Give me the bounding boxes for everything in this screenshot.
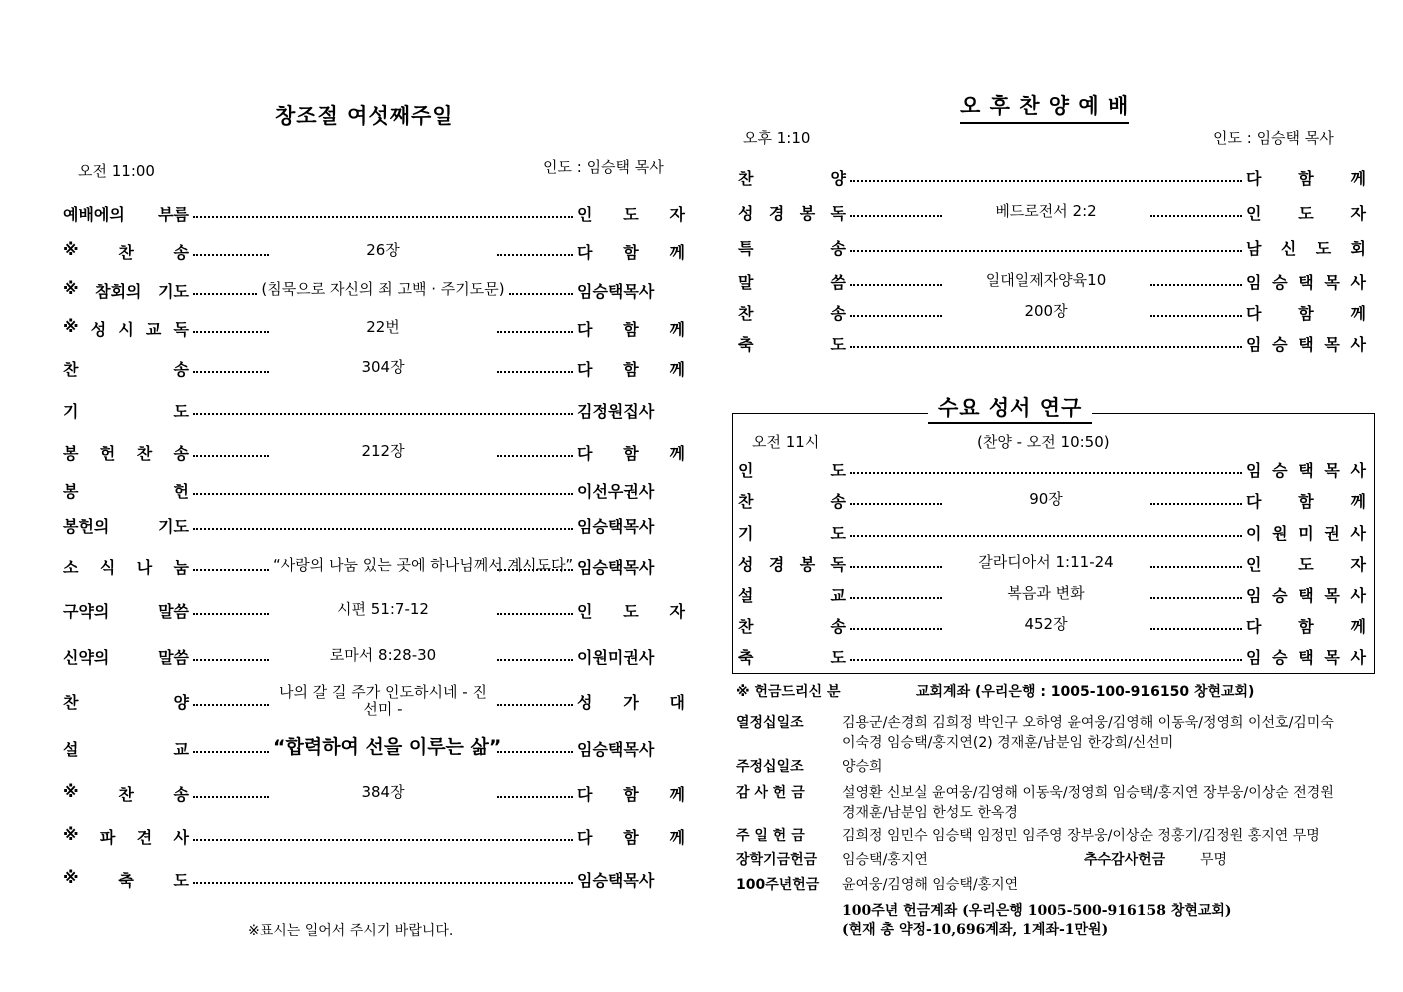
afternoon-order-person: 임 승 택 목 사 xyxy=(1246,272,1366,292)
sunday-order-person: 다 함 께 xyxy=(577,319,685,339)
standing-footnote: ※표시는 일어서 주시기 바랍니다. xyxy=(248,923,454,939)
anniversary-names: 윤여웅/김영해 임승택/홍지연 xyxy=(842,877,1019,893)
sunday-order-label: 설 교 xyxy=(63,739,189,759)
sunday-order-person: 다 함 께 xyxy=(577,359,685,379)
afternoon-order-person: 임 승 택 목 사 xyxy=(1246,334,1366,354)
sunday-order-person: 임승택목사 xyxy=(577,739,655,759)
leader-dots xyxy=(850,503,942,505)
sunday-order-person: 다 함 께 xyxy=(577,827,685,847)
leader-dots xyxy=(1150,628,1242,630)
wednesday-order-detail: 90장 xyxy=(1029,490,1063,509)
wednesday-order-label: 설 교 xyxy=(738,585,846,605)
scholarship-label: 장학기금헌금 xyxy=(736,852,818,868)
leader-dots xyxy=(193,254,269,256)
sunday-order-row xyxy=(63,643,685,669)
sunday-order-person: 김정원집사 xyxy=(577,401,655,421)
sunday-order-label: 봉 헌 찬 송 xyxy=(63,443,189,463)
sunday-order-person: 임승택목사 xyxy=(577,281,655,301)
sunday-service-time: 오전 11:00 xyxy=(78,162,155,180)
tithe-names-1: 김용군/손경희 김희정 박인구 오하영 윤여웅/김영해 이동욱/정영희 이선호/김미숙 xyxy=(842,715,1334,731)
leader-dots xyxy=(193,882,573,884)
afternoon-order-row xyxy=(738,199,1366,225)
sunday-order-row xyxy=(63,866,685,892)
sunday-order-label: 기 도 xyxy=(63,401,189,421)
sunday-order-row xyxy=(63,200,685,226)
sunday-order-person: 다 함 께 xyxy=(577,443,685,463)
wednesday-order-row xyxy=(738,456,1366,482)
afternoon-order-person: 인 도 자 xyxy=(1246,203,1366,223)
sunday-offering-label: 주 일 헌 금 xyxy=(736,828,805,844)
afternoon-order-row xyxy=(738,164,1366,190)
sunday-order-label: 찬 양 xyxy=(63,692,189,712)
wednesday-order-row xyxy=(738,581,1366,607)
afternoon-order-label: 특 송 xyxy=(738,238,846,258)
sunday-order-label: 소 식 나 눔 xyxy=(63,557,189,577)
pledge-status: (현재 총 약정-10,696계좌, 1계좌-1만원) xyxy=(842,922,1109,938)
afternoon-order-label: 성 경 봉 독 xyxy=(738,203,846,223)
leader-dots xyxy=(1150,284,1242,286)
sunday-order-person: 이선우권사 xyxy=(577,481,655,501)
sunday-order-row xyxy=(63,823,685,849)
thanks-names-2: 경재훈/남분임 한성도 한옥경 xyxy=(842,805,1018,821)
afternoon-order-detail: 일대일제자양육10 xyxy=(985,271,1107,290)
wednesday-order-row xyxy=(738,550,1366,576)
scholarship-names: 임승택/홍지연 xyxy=(842,852,928,868)
sunday-order-label: ※ 참회의 기도 xyxy=(63,278,189,301)
leader-dots xyxy=(850,215,942,217)
sunday-order-detail: 26장 xyxy=(366,241,400,260)
afternoon-order-row xyxy=(738,268,1366,294)
leader-dots xyxy=(850,566,942,568)
sunday-order-detail: (침묵으로 자신의 죄 고백 · 주기도문) xyxy=(261,280,505,299)
leader-dots xyxy=(1150,315,1242,317)
afternoon-order-person: 다 함 께 xyxy=(1246,168,1366,188)
leader-dots xyxy=(497,704,573,706)
afternoon-order-label: 말 씀 xyxy=(738,272,846,292)
sunday-order-detail: 22번 xyxy=(366,318,400,337)
afternoon-order-label: 찬 양 xyxy=(738,168,846,188)
sunday-order-person: 인 도 자 xyxy=(577,601,685,621)
thanks-names-1: 설영환 신보실 윤여웅/김영해 이동욱/정영희 임승택/홍지연 장부웅/이상순 전경원 xyxy=(842,785,1334,801)
wednesday-order-person: 임 승 택 목 사 xyxy=(1246,585,1366,605)
wednesday-order-person: 이 원 미 권 사 xyxy=(1246,523,1366,543)
wednesday-order-detail: 갈라디아서 1:11-24 xyxy=(978,553,1114,572)
afternoon-service-leader: 인도 : 임승택 목사 xyxy=(1213,129,1334,147)
leader-dots xyxy=(193,569,269,571)
sunday-order-row xyxy=(63,277,685,303)
wednesday-order-row xyxy=(738,612,1366,638)
leader-dots xyxy=(497,331,573,333)
leader-dots xyxy=(509,293,573,295)
sunday-order-row xyxy=(63,355,685,381)
sunday-order-row xyxy=(63,597,685,623)
afternoon-order-row xyxy=(738,234,1366,260)
anniversary-label: 100주년헌금 xyxy=(736,877,820,893)
leader-dots xyxy=(497,613,573,615)
leader-dots xyxy=(193,704,269,706)
sunday-offering-names: 김희정 임민수 임승택 임정민 임주영 장부웅/이상순 정홍기/김정원 홍지연 무명 xyxy=(842,828,1320,844)
leader-dots xyxy=(193,216,573,218)
offering-section xyxy=(736,682,1386,942)
sunday-order-detail: 304장 xyxy=(361,358,405,377)
wednesday-order-label: 인 도 xyxy=(738,460,846,480)
afternoon-service-title: 오 후 찬 양 예 배 xyxy=(960,90,1129,124)
leader-dots xyxy=(850,535,1242,537)
wednesday-order-person: 다 함 께 xyxy=(1246,616,1366,636)
sunday-order-person: 임승택목사 xyxy=(577,870,655,890)
leader-dots xyxy=(193,455,269,457)
leader-dots xyxy=(193,839,573,841)
wednesday-order-person: 인 도 자 xyxy=(1246,554,1366,574)
tithe-names-2: 이숙경 임승택/홍지연(2) 경재훈/남분임 한강희/신선미 xyxy=(842,735,1174,751)
wednesday-study-time: 오전 11시 xyxy=(752,433,820,451)
leader-dots xyxy=(850,628,942,630)
leader-dots xyxy=(497,455,573,457)
juring-names: 양승희 xyxy=(842,759,883,775)
leader-dots xyxy=(1150,566,1242,568)
sunday-order-row xyxy=(63,315,685,341)
wednesday-order-row xyxy=(738,643,1366,669)
sunday-order-row xyxy=(63,238,685,264)
afternoon-order-person: 다 함 께 xyxy=(1246,303,1366,323)
juring-label: 주정십일조 xyxy=(736,759,804,775)
sunday-order-detail: 384장 xyxy=(361,783,405,802)
leader-dots xyxy=(497,659,573,661)
afternoon-order-person: 남 신 도 회 xyxy=(1246,238,1366,258)
leader-dots xyxy=(193,751,269,753)
sunday-order-person: 다 함 께 xyxy=(577,242,685,262)
harvest-names: 무명 xyxy=(1200,852,1228,868)
sunday-order-label: 찬 송 xyxy=(63,359,189,379)
leader-dots xyxy=(193,371,269,373)
afternoon-order-detail: 베드로전서 2:2 xyxy=(995,202,1097,221)
offering-header: ※ 헌금드리신 분 xyxy=(736,684,841,700)
sunday-order-row xyxy=(63,735,685,761)
sunday-order-label: ※ 찬 송 xyxy=(63,239,189,262)
leader-dots xyxy=(193,493,573,495)
afternoon-order-detail: 200장 xyxy=(1024,302,1068,321)
sunday-order-row xyxy=(63,512,685,538)
leader-dots xyxy=(850,346,1242,348)
sunday-order-detail: 212장 xyxy=(361,442,405,461)
wednesday-order-detail: 452장 xyxy=(1024,615,1068,634)
harvest-label: 추수감사헌금 xyxy=(1084,852,1166,868)
sunday-order-row xyxy=(63,682,685,718)
sunday-service-leader: 인도 : 임승택 목사 xyxy=(543,158,664,176)
sunday-order-row xyxy=(63,439,685,465)
wednesday-order-detail: 복음과 변화 xyxy=(1007,584,1085,603)
leader-dots xyxy=(193,528,573,530)
sunday-order-label: ※ 축 도 xyxy=(63,867,189,890)
leader-dots xyxy=(850,284,942,286)
sunday-order-detail: “사랑의 나눔 있는 곳에 하나님께서 계시도다” xyxy=(273,556,574,575)
leader-dots xyxy=(850,659,1242,661)
leader-dots xyxy=(1150,215,1242,217)
sunday-order-label: ※ 파 견 사 xyxy=(63,824,189,847)
sunday-order-label: 봉 헌 xyxy=(63,481,189,501)
wednesday-order-label: 찬 송 xyxy=(738,491,846,511)
tithe-label: 열정십일조 xyxy=(736,715,804,731)
wednesday-order-person: 임 승 택 목 사 xyxy=(1246,460,1366,480)
leader-dots xyxy=(497,751,573,753)
sunday-order-label: 봉헌의 기도 xyxy=(63,516,189,536)
leader-dots xyxy=(193,413,573,415)
wednesday-praise-time: (찬양 - 오전 10:50) xyxy=(977,433,1110,451)
leader-dots xyxy=(193,796,269,798)
sunday-order-row xyxy=(63,553,685,579)
church-account: 교회계좌 (우리은행 : 1005-100-916150 창현교회) xyxy=(916,684,1255,700)
afternoon-order-label: 축 도 xyxy=(738,334,846,354)
leader-dots xyxy=(1150,503,1242,505)
sunday-order-person: 성 가 대 xyxy=(577,692,685,712)
leader-dots xyxy=(497,569,573,571)
sunday-order-person: 임승택목사 xyxy=(577,516,655,536)
leader-dots xyxy=(193,331,269,333)
sunday-order-row xyxy=(63,477,685,503)
leader-dots xyxy=(193,293,257,295)
leader-dots xyxy=(850,597,942,599)
afternoon-order-row xyxy=(738,330,1366,356)
leader-dots xyxy=(850,250,1242,252)
sunday-order-person: 인 도 자 xyxy=(577,204,685,224)
sunday-order-detail: “합력하여 선을 이루는 삶” xyxy=(273,736,502,759)
sunday-order-detail: 로마서 8:28-30 xyxy=(329,646,437,665)
sunday-service-title: 창조절 여섯째주일 xyxy=(275,104,454,128)
sunday-order-detail: 나의 갈 길 주가 인도하시네 - 진선미 - xyxy=(279,682,487,718)
sunday-order-detail: 시편 51:7-12 xyxy=(337,600,429,619)
wednesday-order-label: 찬 송 xyxy=(738,616,846,636)
wednesday-order-person: 다 함 께 xyxy=(1246,491,1366,511)
afternoon-service-time: 오후 1:10 xyxy=(743,129,811,147)
wednesday-order-label: 축 도 xyxy=(738,647,846,667)
wednesday-order-row xyxy=(738,519,1366,545)
leader-dots xyxy=(497,796,573,798)
thanks-label: 감 사 헌 금 xyxy=(736,785,805,801)
afternoon-order-row xyxy=(738,299,1366,325)
sunday-order-person: 다 함 께 xyxy=(577,784,685,804)
leader-dots xyxy=(497,254,573,256)
sunday-order-row xyxy=(63,397,685,423)
sunday-order-label: ※ 찬 송 xyxy=(63,781,189,804)
wednesday-order-row xyxy=(738,487,1366,513)
sunday-order-person: 이원미권사 xyxy=(577,647,655,667)
wednesday-order-label: 기 도 xyxy=(738,523,846,543)
sunday-order-label: 예배에의 부름 xyxy=(63,204,189,224)
leader-dots xyxy=(850,472,1242,474)
leader-dots xyxy=(193,659,269,661)
sunday-order-person: 임승택목사 xyxy=(577,557,655,577)
anniversary-account: 100주년 헌금계좌 (우리은행 1005-500-916158 창현교회) xyxy=(842,903,1232,919)
leader-dots xyxy=(1150,597,1242,599)
wednesday-order-label: 성 경 봉 독 xyxy=(738,554,846,574)
leader-dots xyxy=(850,315,942,317)
leader-dots xyxy=(193,613,269,615)
sunday-order-label: 구약의 말씀 xyxy=(63,601,189,621)
sunday-order-label: ※ 성 시 교 독 xyxy=(63,316,189,339)
afternoon-order-label: 찬 송 xyxy=(738,303,846,323)
leader-dots xyxy=(850,180,1242,182)
leader-dots xyxy=(497,371,573,373)
wednesday-order-person: 임 승 택 목 사 xyxy=(1246,647,1366,667)
sunday-order-label: 신약의 말씀 xyxy=(63,647,189,667)
sunday-order-row xyxy=(63,780,685,806)
wednesday-study-title: 수요 성서 연구 xyxy=(928,392,1092,424)
